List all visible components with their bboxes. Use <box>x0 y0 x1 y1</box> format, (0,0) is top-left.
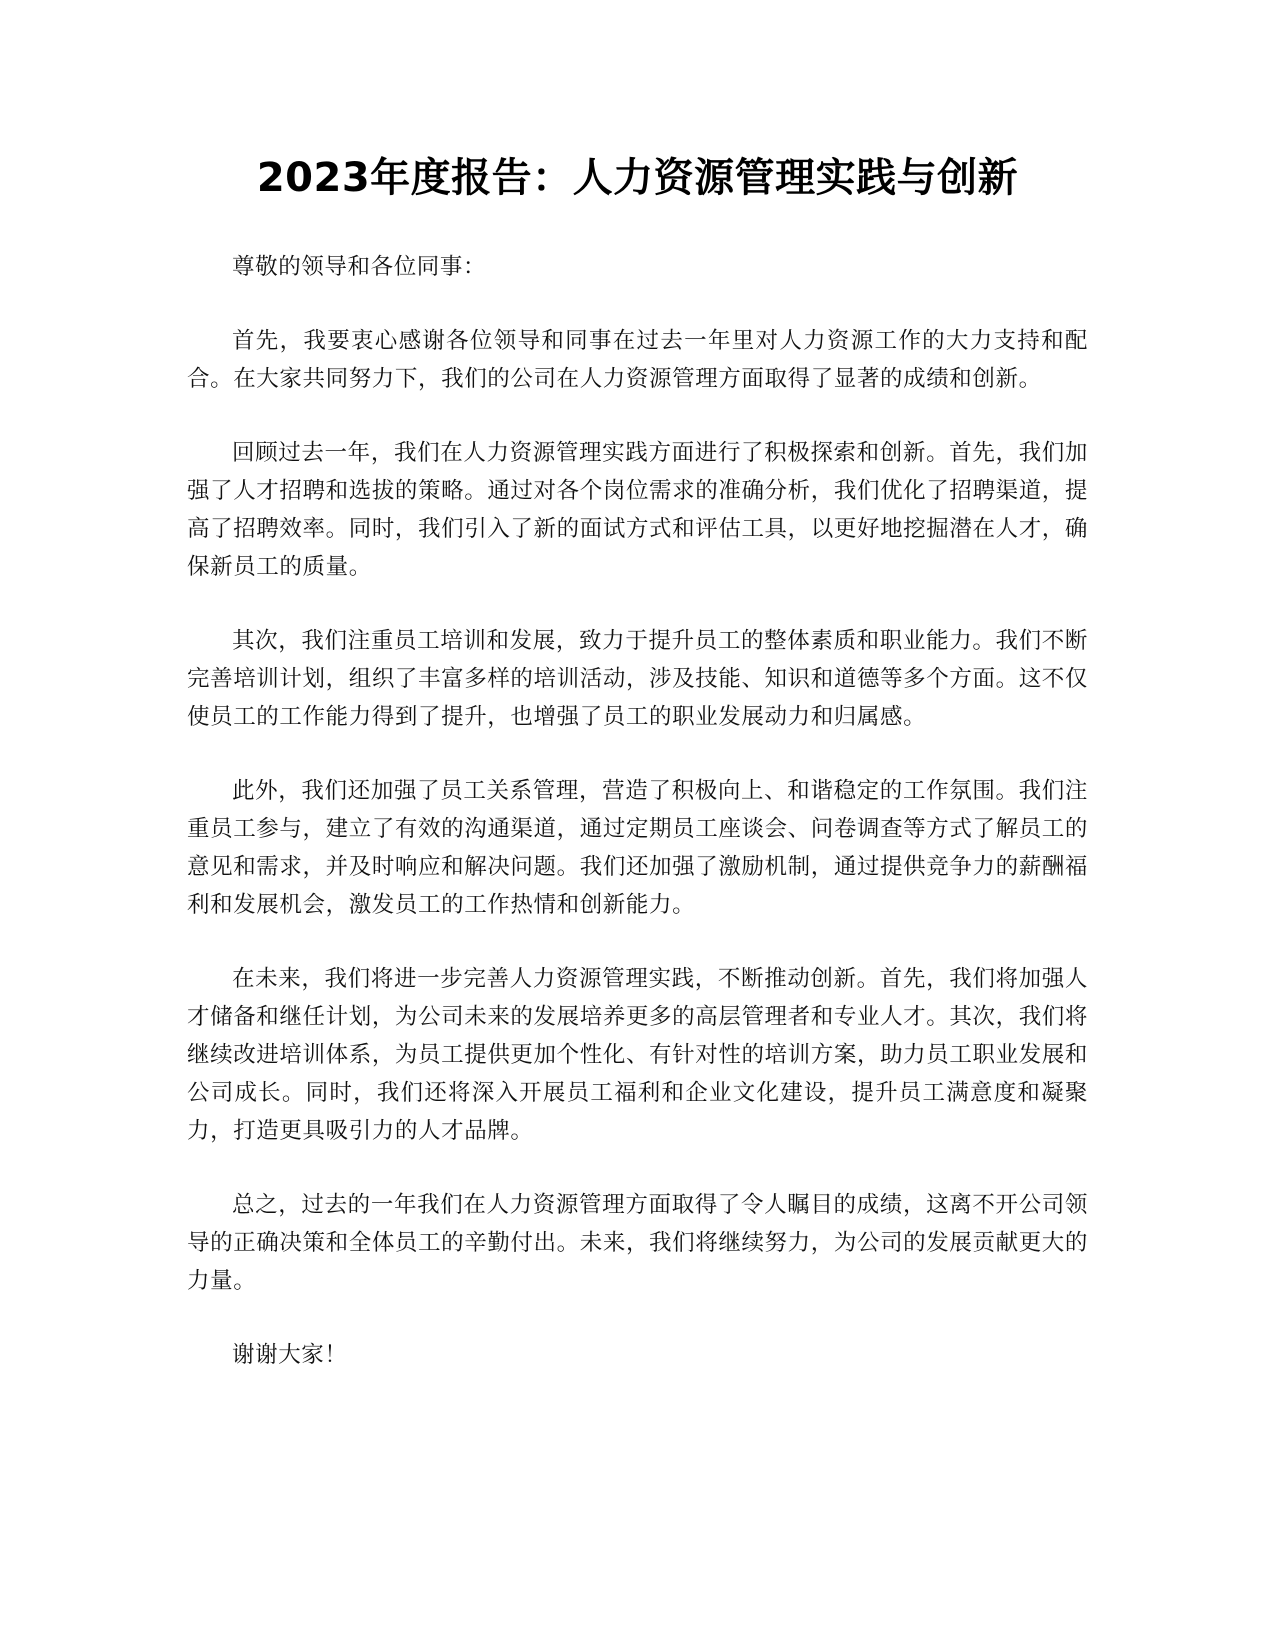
paragraph-training: 其次，我们注重员工培训和发展，致力于提升员工的整体素质和职业能力。我们不断完善培训计划，组织了丰富多样的培训活动，涉及技能、知识和道德等多个方面。这不仅使员工的工作能力得到了提升，也增强了员工的职业发展动力和归属感。 <box>187 628 1088 730</box>
closing: 谢谢大家！ <box>232 1342 348 1368</box>
paragraph-summary: 总之，过去的一年我们在人力资源管理方面取得了令人瞩目的成绩，这离不开公司领导的正确决策和全体员工的辛勤付出。未来，我们将继续努力，为公司的发展贡献更大的力量。 <box>187 1192 1088 1294</box>
document-body <box>187 248 1088 1410</box>
paragraph-relations: 此外，我们还加强了员工关系管理，营造了积极向上、和谐稳定的工作氛围。我们注重员工参与，建立了有效的沟通渠道，通过定期员工座谈会、问卷调查等方式了解员工的意见和需求，并及时响应和解决问题。我们还加强了激励机制，通过提供竞争力的薪酬福利和发展机会，激发员工的工作热情和创新能力。 <box>187 778 1088 918</box>
paragraph-future: 在未来，我们将进一步完善人力资源管理实践，不断推动创新。首先，我们将加强人才储备和继任计划，为公司未来的发展培养更多的高层管理者和专业人才。其次，我们将继续改进培训体系，为员工提供更加个性化、有针对性的培训方案，助力员工职业发展和公司成长。同时，我们还将深入开展员工福利和企业文化建设，提升员工满意度和凝聚力，打造更具吸引力的人才品牌。 <box>187 966 1088 1144</box>
paragraph-review: 回顾过去一年，我们在人力资源管理实践方面进行了积极探索和创新。首先，我们加强了人才招聘和选拔的策略。通过对各个岗位需求的准确分析，我们优化了招聘渠道，提高了招聘效率。同时，我们引入了新的面试方式和评估工具，以更好地挖掘潜在人才，确保新员工的质量。 <box>187 440 1088 580</box>
salutation: 尊敬的领导和各位同事： <box>232 254 487 280</box>
paragraph-intro: 首先，我要衷心感谢各位领导和同事在过去一年里对人力资源工作的大力支持和配合。在大家共同努力下，我们的公司在人力资源管理方面取得了显著的成绩和创新。 <box>187 328 1088 392</box>
page-title: 2023年度报告：人力资源管理实践与创新 <box>256 155 1019 201</box>
